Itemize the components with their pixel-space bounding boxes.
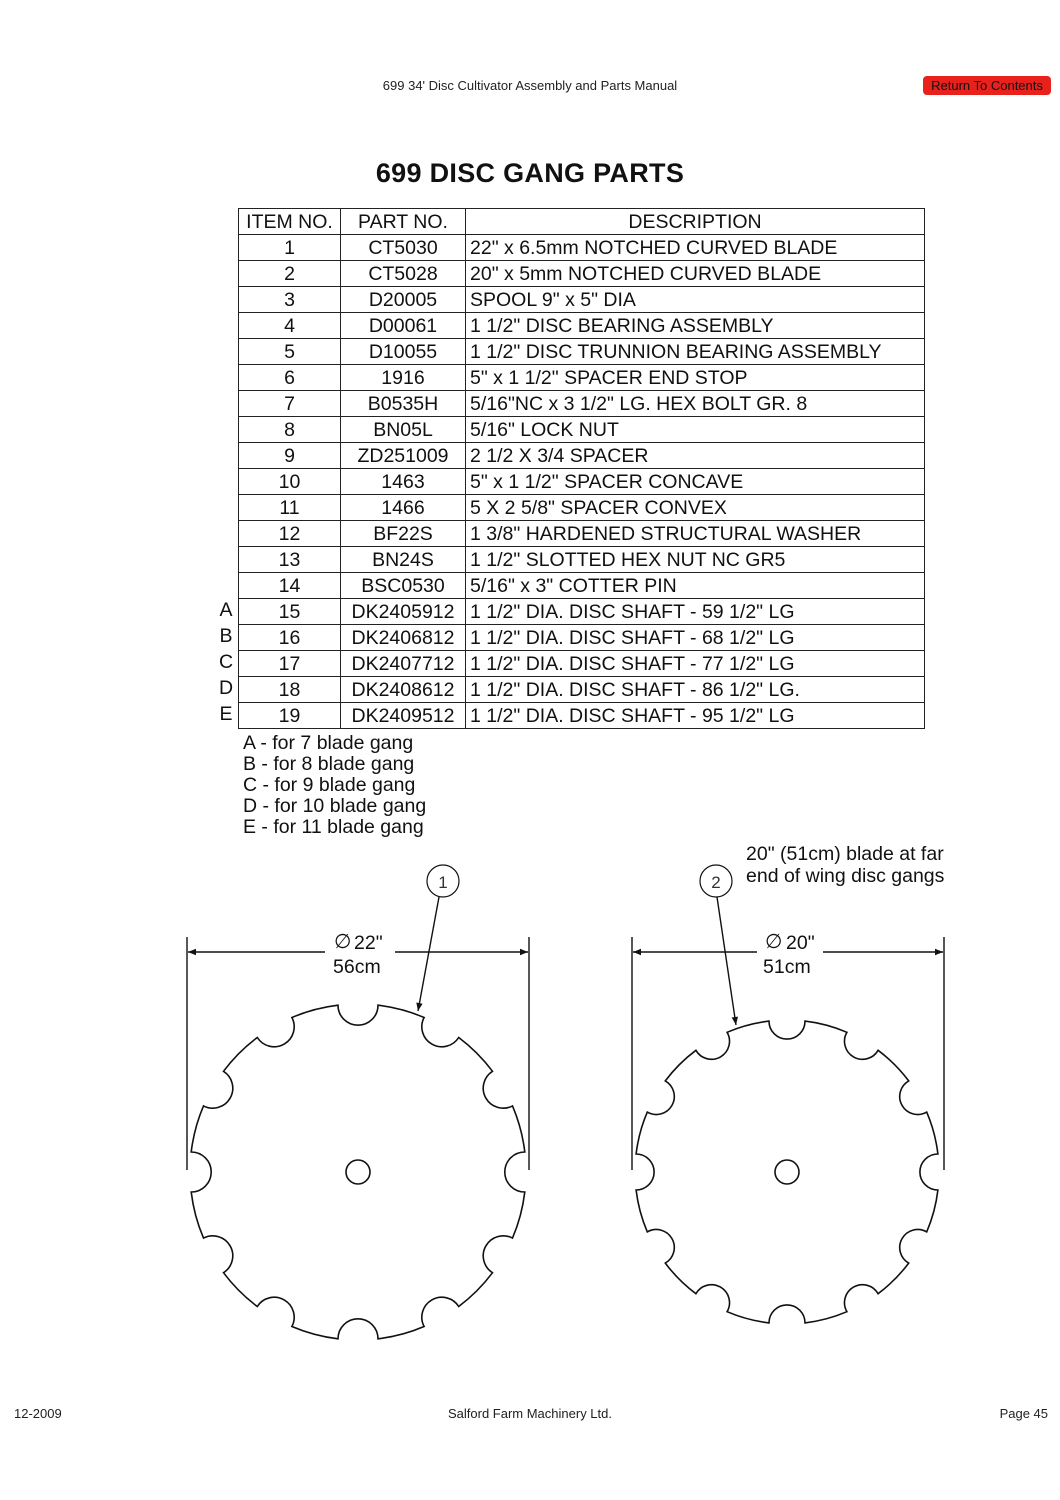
description-cell: 5" x 1 1/2" SPACER END STOP bbox=[466, 365, 925, 391]
header-item-no: ITEM NO. bbox=[239, 209, 341, 235]
table-row bbox=[239, 313, 925, 339]
blade-2-diameter-symbol: ∅ bbox=[765, 929, 783, 953]
description-cell: 1 1/2" DISC BEARING ASSEMBLY bbox=[466, 313, 925, 339]
callout-2-leader bbox=[717, 897, 736, 1025]
description-cell: 5/16"NC x 3 1/2" LG. HEX BOLT GR. 8 bbox=[466, 391, 925, 417]
item-number-cell: 18 bbox=[239, 677, 341, 703]
callout-2-number: 2 bbox=[711, 873, 721, 892]
part-number-cell: BF22S bbox=[341, 521, 466, 547]
blade-1-center-hole bbox=[346, 1160, 370, 1184]
item-number-cell: 8 bbox=[239, 417, 341, 443]
table-row bbox=[239, 599, 925, 625]
blade-2-diameter-in: 20" bbox=[786, 932, 815, 954]
part-number-cell: DK2407712 bbox=[341, 651, 466, 677]
item-number-cell: 2 bbox=[239, 261, 341, 287]
description-cell: 5" x 1 1/2" SPACER CONCAVE bbox=[466, 469, 925, 495]
page-title: 699 DISC GANG PARTS bbox=[375, 158, 685, 188]
table-row bbox=[239, 703, 925, 729]
table-row bbox=[239, 573, 925, 599]
note-line: D - for 10 blade gang bbox=[243, 795, 427, 817]
item-number-cell: 4 bbox=[239, 313, 341, 339]
part-number-cell: B0535H bbox=[341, 391, 466, 417]
item-number-cell: 14 bbox=[239, 573, 341, 599]
blade-2-center-hole bbox=[775, 1160, 799, 1184]
callout-1-number: 1 bbox=[438, 873, 448, 892]
description-cell: 5 X 2 5/8" SPACER CONVEX bbox=[466, 495, 925, 521]
blade-drawings bbox=[0, 840, 1060, 1360]
description-cell: 1 1/2" DISC TRUNNION BEARING ASSEMBLY bbox=[466, 339, 925, 365]
note-line: A - for 7 blade gang bbox=[243, 732, 414, 754]
description-cell: 1 3/8" HARDENED STRUCTURAL WASHER bbox=[466, 521, 925, 547]
item-number-cell: 11 bbox=[239, 495, 341, 521]
table-row bbox=[239, 677, 925, 703]
row-letter: B bbox=[219, 625, 233, 647]
item-number-cell: 5 bbox=[239, 339, 341, 365]
blade-1-diameter-symbol: ∅ bbox=[334, 929, 352, 953]
table-row bbox=[239, 287, 925, 313]
part-number-cell: 1466 bbox=[341, 495, 466, 521]
parts-table bbox=[238, 208, 925, 729]
description-cell: 20" x 5mm NOTCHED CURVED BLADE bbox=[466, 261, 925, 287]
part-number-cell: 1916 bbox=[341, 365, 466, 391]
part-number-cell: D00061 bbox=[341, 313, 466, 339]
blade-2-diameter-cm: 51cm bbox=[763, 956, 811, 978]
part-number-cell: ZD251009 bbox=[341, 443, 466, 469]
description-cell: 1 1/2" DIA. DISC SHAFT - 95 1/2" LG bbox=[466, 703, 925, 729]
item-number-cell: 16 bbox=[239, 625, 341, 651]
note-line: C - for 9 blade gang bbox=[243, 774, 416, 796]
note-line: B - for 8 blade gang bbox=[243, 753, 415, 775]
manual-title: 699 34' Disc Cultivator Assembly and Parts Manual bbox=[382, 78, 678, 93]
footer-page-number: Page 45 bbox=[999, 1406, 1048, 1421]
item-number-cell: 7 bbox=[239, 391, 341, 417]
description-cell: 1 1/2" DIA. DISC SHAFT - 77 1/2" LG bbox=[466, 651, 925, 677]
part-number-cell: DK2406812 bbox=[341, 625, 466, 651]
blade-1-outline bbox=[191, 1005, 525, 1339]
item-number-cell: 10 bbox=[239, 469, 341, 495]
part-number-cell: BSC0530 bbox=[341, 573, 466, 599]
part-number-cell: DK2409512 bbox=[341, 703, 466, 729]
part-number-cell: 1463 bbox=[341, 469, 466, 495]
note-line-1: 20" (51cm) blade at far bbox=[746, 843, 944, 865]
table-row bbox=[239, 261, 925, 287]
description-cell: 1 1/2" SLOTTED HEX NUT NC GR5 bbox=[466, 547, 925, 573]
part-number-cell: DK2405912 bbox=[341, 599, 466, 625]
header-part-no: PART NO. bbox=[341, 209, 466, 235]
item-number-cell: 3 bbox=[239, 287, 341, 313]
description-cell: 1 1/2" DIA. DISC SHAFT - 86 1/2" LG. bbox=[466, 677, 925, 703]
table-header-row bbox=[239, 209, 925, 235]
description-cell: 1 1/2" DIA. DISC SHAFT - 59 1/2" LG bbox=[466, 599, 925, 625]
gang-notes bbox=[243, 733, 426, 838]
callout-1-leader bbox=[418, 897, 439, 1011]
item-number-cell: 12 bbox=[239, 521, 341, 547]
part-number-cell: CT5028 bbox=[341, 261, 466, 287]
return-to-contents-button[interactable]: Return To Contents bbox=[923, 76, 1051, 95]
header-description: DESCRIPTION bbox=[466, 209, 925, 235]
table-row bbox=[239, 521, 925, 547]
table-row bbox=[239, 365, 925, 391]
item-number-cell: 6 bbox=[239, 365, 341, 391]
table-row bbox=[239, 391, 925, 417]
item-number-cell: 17 bbox=[239, 651, 341, 677]
table-row bbox=[239, 417, 925, 443]
description-cell: 1 1/2" DIA. DISC SHAFT - 68 1/2" LG bbox=[466, 625, 925, 651]
table-row bbox=[239, 547, 925, 573]
table-row bbox=[239, 235, 925, 261]
note-line: E - for 11 blade gang bbox=[243, 816, 424, 838]
row-letter: A bbox=[219, 599, 233, 621]
part-number-cell: CT5030 bbox=[341, 235, 466, 261]
description-cell: 5/16" x 3" COTTER PIN bbox=[466, 573, 925, 599]
row-letter-markers bbox=[214, 597, 238, 727]
part-number-cell: BN24S bbox=[341, 547, 466, 573]
footer-date: 12-2009 bbox=[14, 1406, 62, 1421]
part-number-cell: D10055 bbox=[341, 339, 466, 365]
blade-2-outline bbox=[636, 1021, 938, 1323]
note-line-2: end of wing disc gangs bbox=[746, 865, 945, 887]
table-row bbox=[239, 339, 925, 365]
part-number-cell: BN05L bbox=[341, 417, 466, 443]
description-cell: 22" x 6.5mm NOTCHED CURVED BLADE bbox=[466, 235, 925, 261]
item-number-cell: 9 bbox=[239, 443, 341, 469]
blade-1-diameter-in: 22" bbox=[354, 932, 383, 954]
description-cell: 2 1/2 X 3/4 SPACER bbox=[466, 443, 925, 469]
row-letter: D bbox=[218, 677, 234, 699]
table-row bbox=[239, 495, 925, 521]
row-letter: C bbox=[218, 651, 234, 673]
row-letter: E bbox=[219, 703, 233, 725]
blade-1-diameter-cm: 56cm bbox=[333, 956, 381, 978]
part-number-cell: DK2408612 bbox=[341, 677, 466, 703]
description-cell: SPOOL 9" x 5" DIA bbox=[466, 287, 925, 313]
table-row bbox=[239, 651, 925, 677]
table-row bbox=[239, 469, 925, 495]
item-number-cell: 1 bbox=[239, 235, 341, 261]
footer-company: Salford Farm Machinery Ltd. bbox=[447, 1406, 612, 1421]
item-number-cell: 19 bbox=[239, 703, 341, 729]
description-cell: 5/16" LOCK NUT bbox=[466, 417, 925, 443]
part-number-cell: D20005 bbox=[341, 287, 466, 313]
table-row bbox=[239, 625, 925, 651]
item-number-cell: 15 bbox=[239, 599, 341, 625]
item-number-cell: 13 bbox=[239, 547, 341, 573]
table-row bbox=[239, 443, 925, 469]
